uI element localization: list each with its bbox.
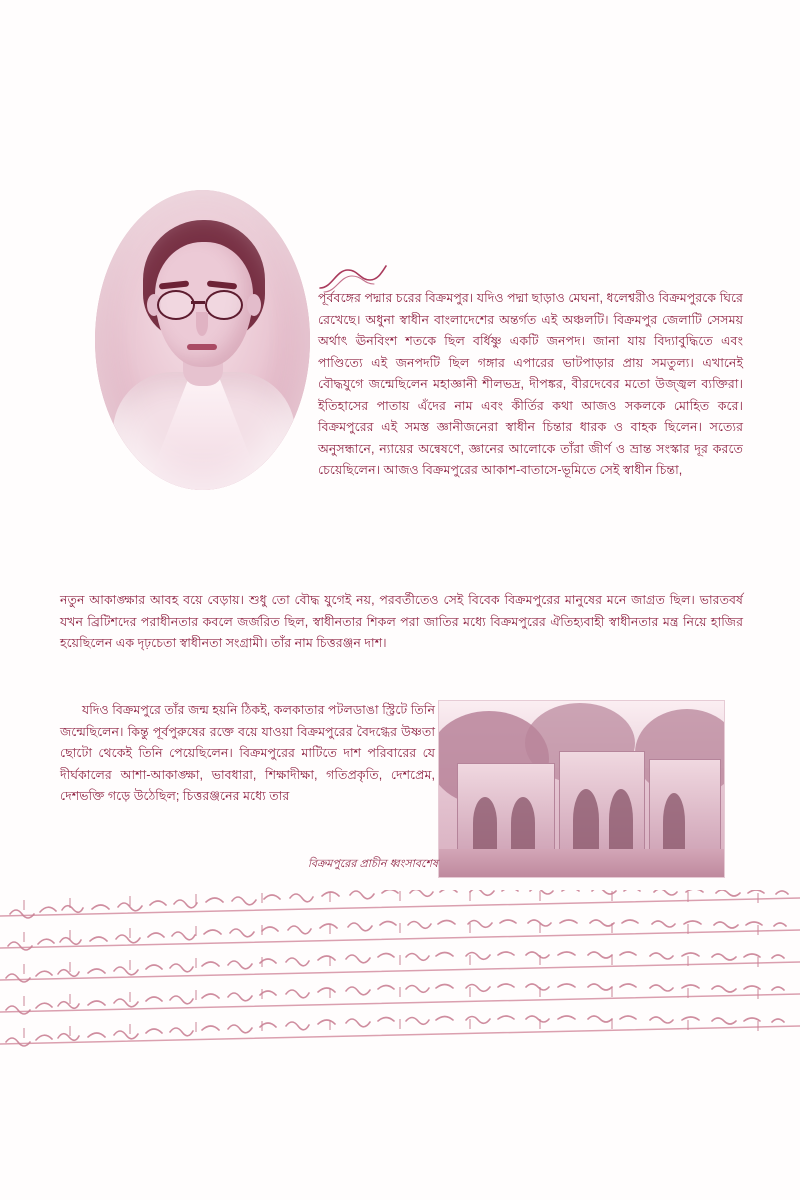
- photo-arch: [663, 793, 685, 851]
- body-paragraph-1-wide: নতুন আকাঙ্ক্ষার আবহ বয়ে বেড়ায়। শুধু তো বৌদ্ধ যুগেই নয়, পরবর্তীতেও সেই বিবেক বিক্রমপুরের মানুষের মনে জাগ্রত ছিল। ভারতবর্ষ যখন ব্রিটিশদের পরাধীনতার কবলে জর্জরিত ছিল, স্বাধীনতার শিকল পরা জাতির মধ্যে বিক্রমপুরের ঐতিহ্যবাহী স্বাধীনতার মন্ত্র নিয়ে হাজির হয়েছিলেন এক দৃঢ়চেতা স্বাধীনতা সংগ্রামী। তাঁর নাম চিত্তরঞ্জন দাশ।: [60, 593, 743, 650]
- photo-ruin-right: [649, 759, 721, 857]
- photo-ruin-left: [457, 763, 555, 857]
- portrait-ear-right: [247, 294, 261, 316]
- ruins-photo: [438, 700, 725, 878]
- spectacles-bridge: [191, 301, 205, 304]
- handwriting-decoration: [0, 890, 800, 1070]
- portrait-alt-text: [95, 190, 96, 191]
- photo-arch: [511, 797, 535, 849]
- photo-arch: [573, 789, 599, 851]
- portrait-nose: [196, 312, 208, 336]
- handwriting-svg: [0, 890, 800, 1070]
- spectacles-icon-right: [205, 290, 243, 320]
- portrait-image: [95, 190, 310, 490]
- portrait-figure: [95, 190, 310, 490]
- portrait-mouth: [187, 344, 217, 350]
- spectacles-icon-left: [157, 290, 195, 320]
- photo-ground: [439, 849, 724, 877]
- body-paragraph-1-narrow: পূর্ববঙ্গের পদ্মার চরের বিক্রমপুর। যদিও পদ্মা ছাড়াও মেঘনা, ধলেশ্বরীও বিক্রমপুরকে ঘিরে রেখেছে। অধুনা স্বাধীন বাংলাদেশের অন্তর্গত এই অঞ্চলটি। বিক্রমপুর জেলাটি সেসময় অর্থাৎ ঊনবিংশ শতকে ছিল বর্ধিষ্ণু একটি জনপদ। জানা যায় বিদ্যাবুদ্ধিতে এবং পাণ্ডিত্যে এই জনপদটি ছিল গঙ্গার এপারের ভাটপাড়ার প্রায় সমতুল্য। এখানেই বৌদ্ধযুগে জন্মেছিলেন মহাজ্ঞানী শীলভদ্র, দীপঙ্কর, বীরদেবের মতো উজ্জ্বল ব্যক্তিরা। ইতিহাসের পাতায় এঁদের নাম এবং কীর্তির কথা আজও সকলকে মোহিত করে। বিক্রমপুরের এই সমস্ত জ্ঞানীজনেরা স্বাধীন চিন্তার ধারক ও বাহক ছিলেন। সত্যের অনুসন্ধানে, ন্যায়ের অন্বেষণে, জ্ঞানের আলোকে তাঁরা জীর্ণ ও ভ্রান্ত সংস্কার দূর করতে চেয়েছিলেন। আজও বিক্রমপুরের আকাশ-বাতাসে-ভূমিতে সেই স্বাধীন চিন্তা,: [318, 291, 743, 477]
- figure-caption: বিক্রমপুরের প্রাচীন ধ্বংসাবশেষ: [307, 858, 438, 870]
- photo-arch: [609, 789, 633, 851]
- body-paragraph-2: যদিও বিক্রমপুরে তাঁর জন্ম হয়নি ঠিকই, কলকাতার পটলডাঙা স্ট্রিটে তিনি জন্মেছিলেন। কিন্তু পূর্বপুরুষের রক্তে বয়ে যাওয়া বিক্রমপুরের বৈদগ্ধের উষ্ণতা ছোটো থেকেই তিনি পেয়েছিলেন। বিক্রমপুরের মাটিতে দাশ পরিবারের যে দীর্ঘকালের আশা-আকাঙ্ক্ষা, ভাবধারা, শিক্ষাদীক্ষা, গতিপ্রকৃতি, দেশপ্রেম, দেশভক্তি গড়ে উঠেছিল; চিত্তরঞ্জনের মধ্যে তার: [60, 703, 435, 803]
- photo-arch: [473, 797, 497, 849]
